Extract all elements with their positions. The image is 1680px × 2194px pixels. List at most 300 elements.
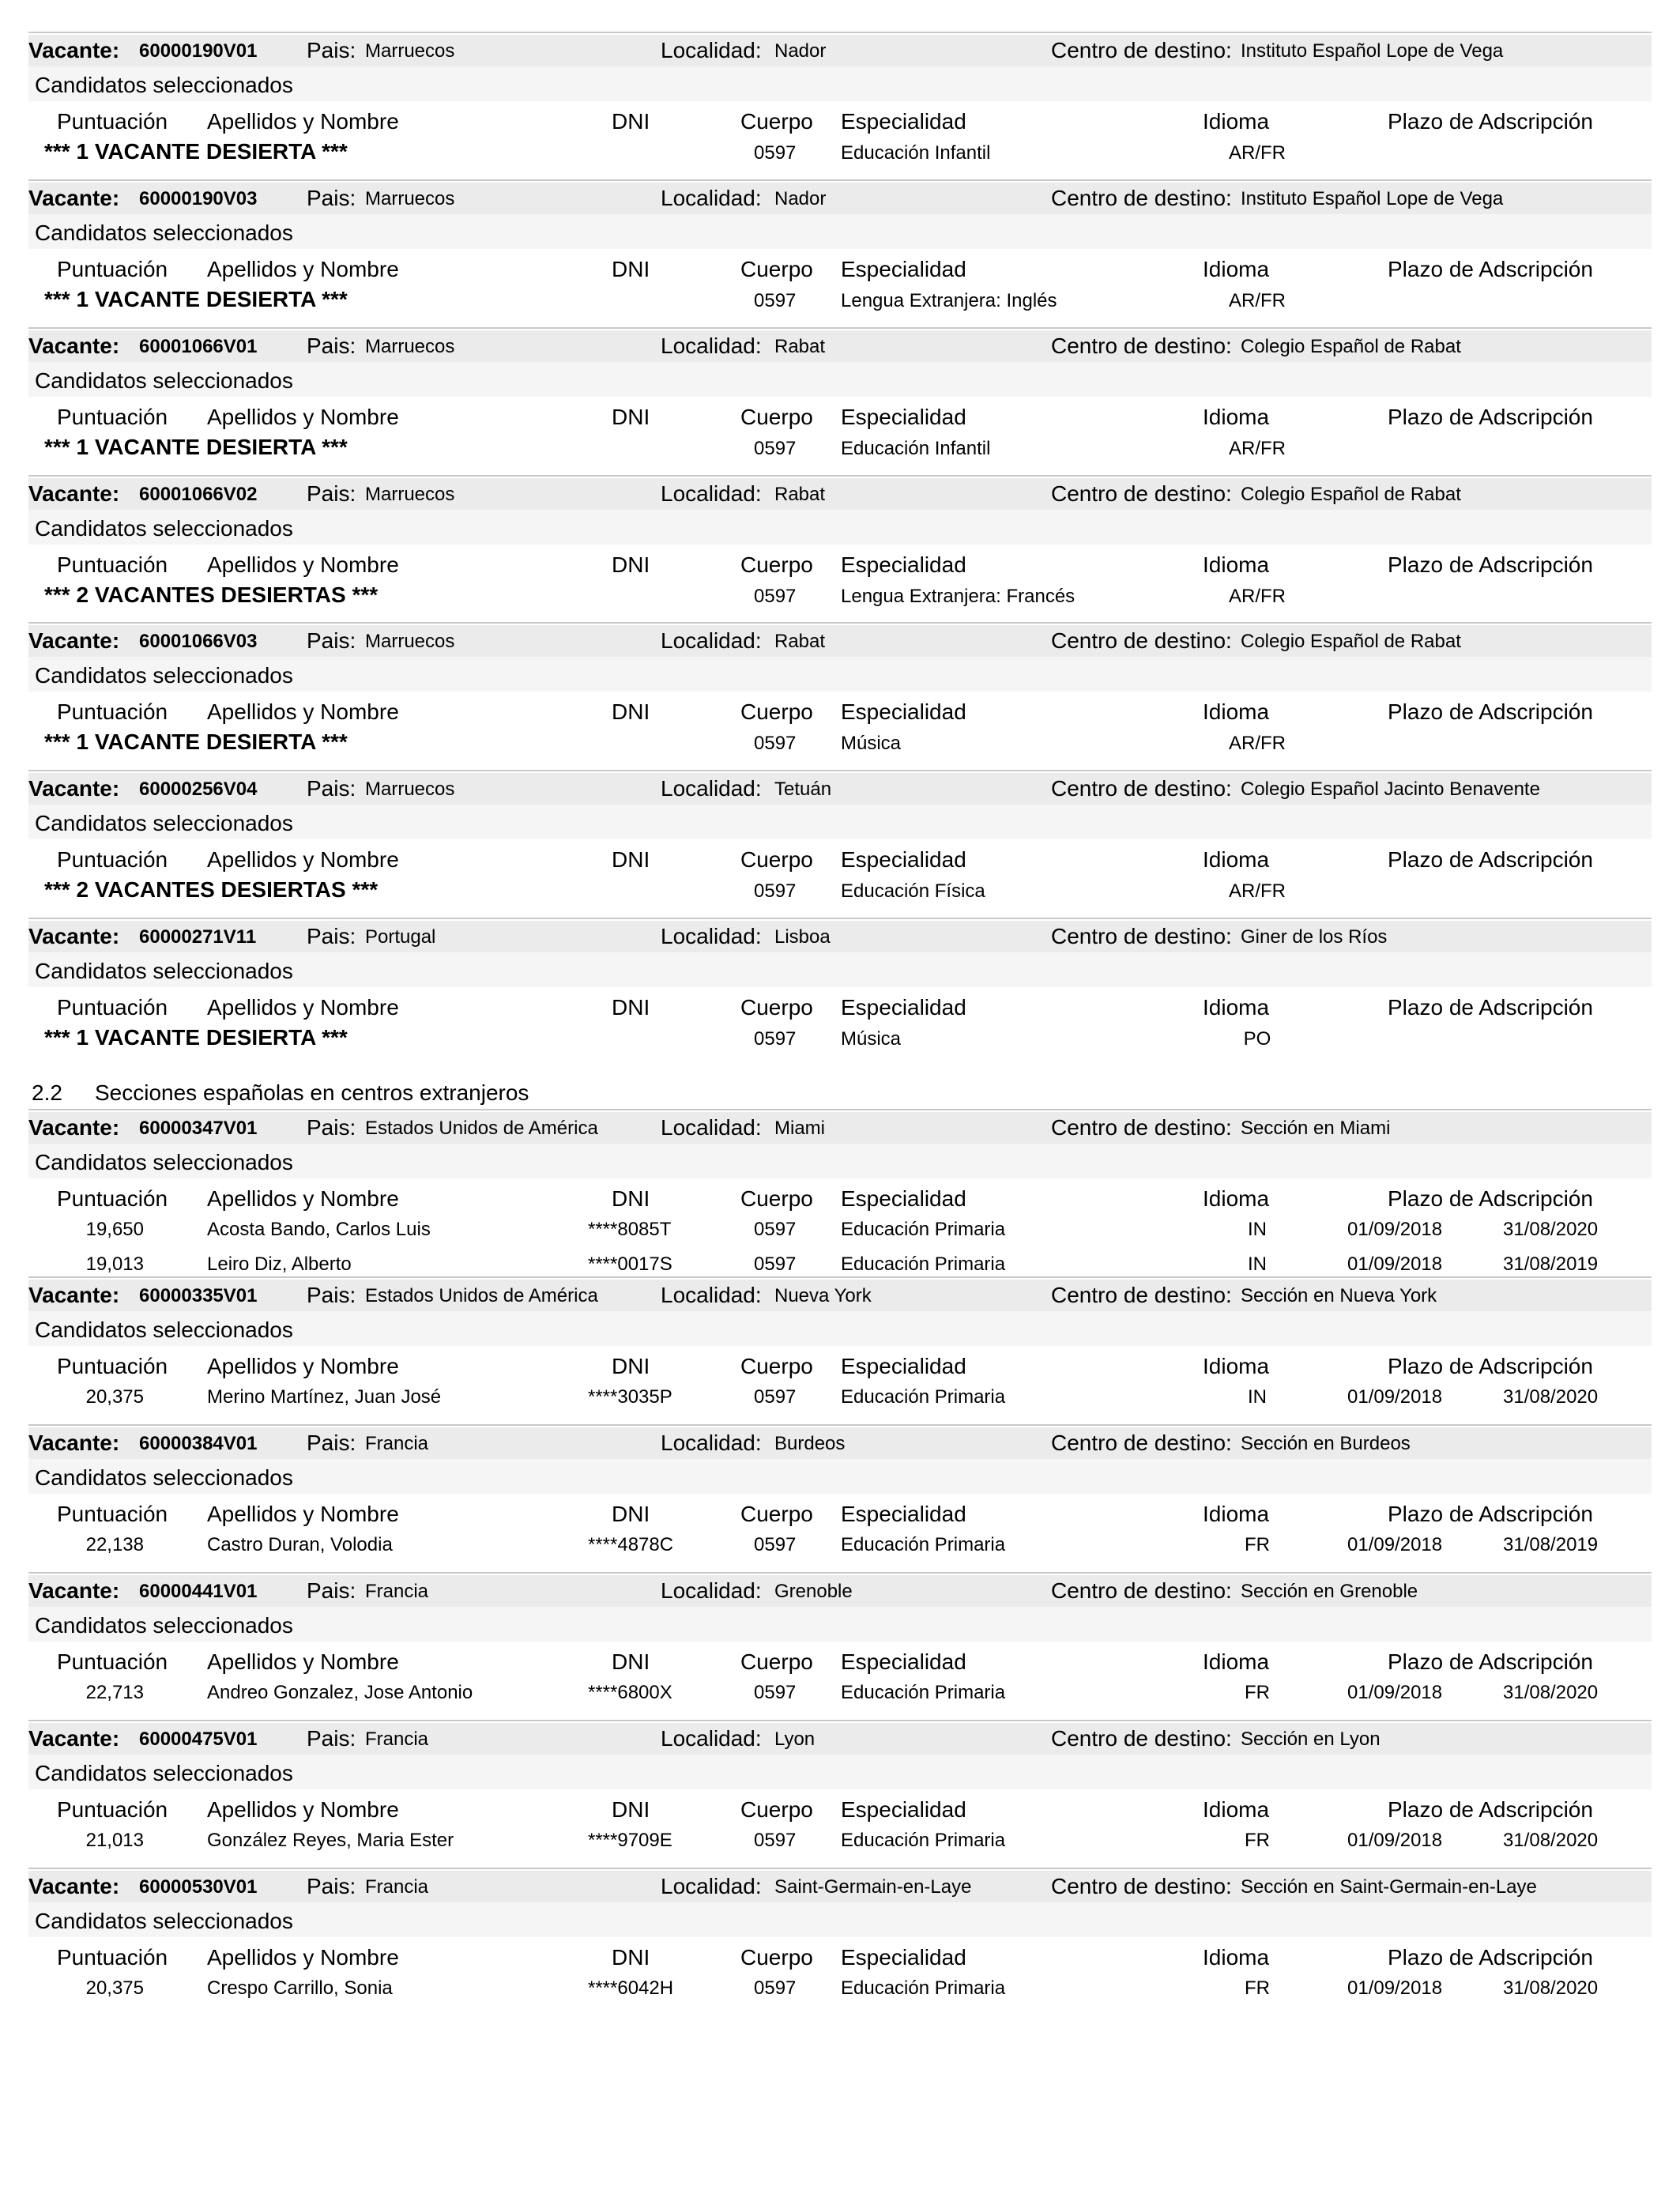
candidatos-label: Candidatos seleccionados bbox=[35, 811, 293, 835]
especialidad-value: Educación Física bbox=[841, 880, 985, 902]
col-idioma: Idioma bbox=[1203, 1354, 1270, 1378]
vacancy-code: 60000190V01 bbox=[139, 40, 258, 62]
divider bbox=[28, 622, 1652, 624]
col-cuerpo: Cuerpo bbox=[740, 1186, 813, 1211]
puntuacion-value: 22,138 bbox=[85, 1534, 144, 1555]
col-plazo: Plazo de Adscripción bbox=[1388, 699, 1593, 724]
col-dni: DNI bbox=[612, 1797, 650, 1822]
centro-value: Instituto Español Lope de Vega bbox=[1241, 188, 1504, 209]
table-row bbox=[28, 1388, 1652, 1412]
vacancy-code: 60000271V11 bbox=[139, 926, 257, 948]
col-cuerpo: Cuerpo bbox=[740, 405, 813, 429]
centro-value: Sección en Saint-Germain-en-Laye bbox=[1241, 1876, 1537, 1898]
pais-value: Marruecos bbox=[365, 484, 455, 505]
idioma-value: AR/FR bbox=[1229, 880, 1286, 902]
col-especialidad: Especialidad bbox=[841, 1797, 966, 1822]
pais-label: Pais: bbox=[307, 481, 356, 506]
divider bbox=[28, 1572, 1652, 1574]
localidad-value: Tetuán bbox=[774, 778, 832, 800]
centro-value: Sección en Burdeos bbox=[1241, 1433, 1411, 1454]
localidad-label: Localidad: bbox=[661, 924, 762, 948]
col-dni: DNI bbox=[612, 552, 650, 577]
especialidad-value: Educación Primaria bbox=[841, 1386, 1006, 1408]
col-puntuacion: Puntuación bbox=[57, 847, 168, 872]
col-dni: DNI bbox=[612, 257, 650, 281]
table-row bbox=[28, 1683, 1652, 1707]
col-nombre: Apellidos y Nombre bbox=[207, 1354, 399, 1378]
localidad-label: Localidad: bbox=[661, 1431, 762, 1455]
col-idioma: Idioma bbox=[1203, 1502, 1270, 1526]
cuerpo-value: 0597 bbox=[754, 142, 797, 164]
puntuacion-value: 19,650 bbox=[85, 1219, 144, 1240]
col-puntuacion: Puntuación bbox=[57, 1797, 168, 1822]
pais-label: Pais: bbox=[307, 1115, 356, 1140]
localidad-value: Rabat bbox=[774, 484, 826, 505]
centro-label: Centro de destino: bbox=[1051, 334, 1232, 358]
especialidad-value: Música bbox=[841, 1028, 902, 1050]
localidad-value: Grenoble bbox=[774, 1581, 853, 1602]
localidad-label: Localidad: bbox=[661, 38, 762, 62]
plazo-desde-value: 01/09/2018 bbox=[1347, 1830, 1443, 1851]
col-puntuacion: Puntuación bbox=[57, 1649, 168, 1674]
vacancy-code: 60000335V01 bbox=[139, 1285, 258, 1306]
col-idioma: Idioma bbox=[1203, 847, 1270, 872]
candidatos-label: Candidatos seleccionados bbox=[35, 1150, 293, 1174]
plazo-desde-value: 01/09/2018 bbox=[1347, 1253, 1443, 1275]
idioma-value: IN bbox=[1248, 1386, 1267, 1408]
vacante-label: Vacante: bbox=[28, 1431, 120, 1455]
col-cuerpo: Cuerpo bbox=[740, 1354, 813, 1378]
dni-value: ****6042H bbox=[588, 1977, 674, 1999]
candidatos-label: Candidatos seleccionados bbox=[35, 368, 293, 393]
col-nombre: Apellidos y Nombre bbox=[207, 552, 399, 577]
col-especialidad: Especialidad bbox=[841, 1186, 966, 1211]
table-row bbox=[28, 1536, 1652, 1559]
nombre-value: Merino Martínez, Juan José bbox=[207, 1386, 442, 1408]
localidad-value: Nador bbox=[774, 188, 827, 209]
centro-label: Centro de destino: bbox=[1051, 1874, 1232, 1898]
candidatos-label: Candidatos seleccionados bbox=[35, 73, 293, 97]
cuerpo-value: 0597 bbox=[754, 1534, 797, 1555]
dni-value: ****4878C bbox=[588, 1534, 674, 1555]
centro-label: Centro de destino: bbox=[1051, 38, 1232, 62]
col-nombre: Apellidos y Nombre bbox=[207, 1945, 399, 1970]
idioma-value: PO bbox=[1243, 1028, 1271, 1050]
col-nombre: Apellidos y Nombre bbox=[207, 847, 399, 872]
centro-value: Instituto Español Lope de Vega bbox=[1241, 40, 1504, 62]
localidad-label: Localidad: bbox=[661, 334, 762, 358]
plazo-hasta-value: 31/08/2020 bbox=[1503, 1682, 1599, 1703]
centro-value: Sección en Grenoble bbox=[1241, 1581, 1418, 1602]
col-plazo: Plazo de Adscripción bbox=[1388, 1797, 1593, 1822]
col-plazo: Plazo de Adscripción bbox=[1388, 1945, 1593, 1970]
especialidad-value: Lengua Extranjera: Francés bbox=[841, 586, 1075, 607]
col-nombre: Apellidos y Nombre bbox=[207, 1186, 399, 1211]
vacancy-code: 60000384V01 bbox=[139, 1433, 258, 1454]
nombre-value: Crespo Carrillo, Sonia bbox=[207, 1977, 393, 1999]
nombre-value: Acosta Bando, Carlos Luis bbox=[207, 1219, 431, 1240]
centro-label: Centro de destino: bbox=[1051, 776, 1232, 801]
vacante-desierta: *** 1 VACANTE DESIERTA *** bbox=[44, 435, 348, 459]
cuerpo-value: 0597 bbox=[754, 438, 797, 459]
centro-value: Sección en Lyon bbox=[1241, 1728, 1381, 1750]
pais-label: Pais: bbox=[307, 924, 356, 948]
idioma-value: AR/FR bbox=[1229, 586, 1286, 607]
cuerpo-value: 0597 bbox=[754, 290, 797, 311]
especialidad-value: Educación Primaria bbox=[841, 1534, 1006, 1555]
centro-value: Sección en Nueva York bbox=[1241, 1285, 1437, 1306]
pais-value: Marruecos bbox=[365, 336, 455, 357]
col-puntuacion: Puntuación bbox=[57, 552, 168, 577]
divider bbox=[28, 1720, 1652, 1721]
localidad-value: Lyon bbox=[774, 1728, 816, 1750]
localidad-value: Rabat bbox=[774, 631, 826, 652]
divider bbox=[28, 1868, 1652, 1869]
col-nombre: Apellidos y Nombre bbox=[207, 1649, 399, 1674]
vacancy-code: 60000475V01 bbox=[139, 1728, 258, 1750]
vacancy-header-band bbox=[28, 1112, 1652, 1144]
col-dni: DNI bbox=[612, 847, 650, 872]
divider bbox=[28, 179, 1652, 181]
idioma-value: AR/FR bbox=[1229, 438, 1286, 459]
col-idioma: Idioma bbox=[1203, 405, 1270, 429]
vacancy-code: 60001066V01 bbox=[139, 336, 258, 357]
idioma-value: FR bbox=[1245, 1977, 1270, 1999]
cuerpo-value: 0597 bbox=[754, 586, 797, 607]
col-puntuacion: Puntuación bbox=[57, 257, 168, 281]
candidatos-label: Candidatos seleccionados bbox=[35, 663, 293, 688]
plazo-hasta-value: 31/08/2020 bbox=[1503, 1830, 1599, 1851]
pais-value: Marruecos bbox=[365, 631, 455, 652]
col-plazo: Plazo de Adscripción bbox=[1388, 1354, 1593, 1378]
col-dni: DNI bbox=[612, 1649, 650, 1674]
col-plazo: Plazo de Adscripción bbox=[1388, 109, 1593, 134]
localidad-label: Localidad: bbox=[661, 186, 762, 210]
col-puntuacion: Puntuación bbox=[57, 1502, 168, 1526]
col-plazo: Plazo de Adscripción bbox=[1388, 405, 1593, 429]
pais-value: Francia bbox=[365, 1433, 429, 1454]
col-idioma: Idioma bbox=[1203, 109, 1270, 134]
centro-label: Centro de destino: bbox=[1051, 1578, 1232, 1603]
idioma-value: AR/FR bbox=[1229, 733, 1286, 754]
vacancy-code: 60000256V04 bbox=[139, 778, 258, 800]
col-dni: DNI bbox=[612, 1186, 650, 1211]
vacancy-code: 60000190V03 bbox=[139, 188, 258, 209]
vacante-desierta: *** 2 VACANTES DESIERTAS *** bbox=[44, 877, 379, 902]
pais-label: Pais: bbox=[307, 1431, 356, 1455]
idioma-value: FR bbox=[1245, 1534, 1270, 1555]
col-especialidad: Especialidad bbox=[841, 257, 966, 281]
centro-label: Centro de destino: bbox=[1051, 1431, 1232, 1455]
col-puntuacion: Puntuación bbox=[57, 109, 168, 134]
candidatos-label: Candidatos seleccionados bbox=[35, 1613, 293, 1638]
pais-value: Marruecos bbox=[365, 40, 455, 62]
col-cuerpo: Cuerpo bbox=[740, 1945, 813, 1970]
col-dni: DNI bbox=[612, 405, 650, 429]
col-plazo: Plazo de Adscripción bbox=[1388, 257, 1593, 281]
pais-label: Pais: bbox=[307, 1874, 356, 1898]
pais-label: Pais: bbox=[307, 334, 356, 358]
col-plazo: Plazo de Adscripción bbox=[1388, 1502, 1593, 1526]
pais-label: Pais: bbox=[307, 38, 356, 62]
col-nombre: Apellidos y Nombre bbox=[207, 1797, 399, 1822]
cuerpo-value: 0597 bbox=[754, 1977, 797, 1999]
table-row bbox=[28, 1255, 1652, 1279]
col-especialidad: Especialidad bbox=[841, 1502, 966, 1526]
centro-value: Giner de los Ríos bbox=[1241, 926, 1388, 948]
centro-value: Colegio Español de Rabat bbox=[1241, 336, 1461, 357]
plazo-hasta-value: 31/08/2019 bbox=[1503, 1534, 1599, 1555]
divider bbox=[28, 1276, 1652, 1278]
col-especialidad: Especialidad bbox=[841, 405, 966, 429]
col-nombre: Apellidos y Nombre bbox=[207, 109, 399, 134]
pais-value: Marruecos bbox=[365, 778, 455, 800]
vacante-label: Vacante: bbox=[28, 924, 120, 948]
idioma-value: FR bbox=[1245, 1830, 1270, 1851]
centro-label: Centro de destino: bbox=[1051, 924, 1232, 948]
dni-value: ****9709E bbox=[588, 1830, 672, 1851]
idioma-value: AR/FR bbox=[1229, 142, 1286, 164]
localidad-value: Miami bbox=[774, 1118, 825, 1139]
vacancy-header-band bbox=[28, 1723, 1652, 1755]
localidad-label: Localidad: bbox=[661, 1874, 762, 1898]
centro-label: Centro de destino: bbox=[1051, 1115, 1232, 1140]
candidatos-label: Candidatos seleccionados bbox=[35, 1761, 293, 1785]
cuerpo-value: 0597 bbox=[754, 1830, 797, 1851]
localidad-value: Saint-Germain-en-Laye bbox=[774, 1876, 972, 1898]
vacante-label: Vacante: bbox=[28, 776, 120, 801]
nombre-value: González Reyes, Maria Ester bbox=[207, 1830, 454, 1851]
col-puntuacion: Puntuación bbox=[57, 1186, 168, 1211]
vacante-desierta: *** 1 VACANTE DESIERTA *** bbox=[44, 139, 348, 164]
col-dni: DNI bbox=[612, 1354, 650, 1378]
localidad-value: Nueva York bbox=[774, 1285, 872, 1306]
vacante-desierta: *** 1 VACANTE DESIERTA *** bbox=[44, 729, 348, 754]
centro-label: Centro de destino: bbox=[1051, 481, 1232, 506]
puntuacion-value: 20,375 bbox=[85, 1386, 144, 1408]
dni-value: ****3035P bbox=[588, 1386, 672, 1408]
nombre-value: Andreo Gonzalez, Jose Antonio bbox=[207, 1682, 473, 1703]
vacante-label: Vacante: bbox=[28, 481, 120, 506]
vacante-label: Vacante: bbox=[28, 1578, 120, 1603]
vacante-label: Vacante: bbox=[28, 1115, 120, 1140]
idioma-value: IN bbox=[1248, 1253, 1267, 1275]
idioma-value: AR/FR bbox=[1229, 290, 1286, 311]
col-puntuacion: Puntuación bbox=[57, 1354, 168, 1378]
col-nombre: Apellidos y Nombre bbox=[207, 699, 399, 724]
table-row bbox=[28, 1220, 1652, 1244]
plazo-desde-value: 01/09/2018 bbox=[1347, 1534, 1443, 1555]
col-idioma: Idioma bbox=[1203, 995, 1270, 1020]
col-dni: DNI bbox=[612, 109, 650, 134]
col-cuerpo: Cuerpo bbox=[740, 1502, 813, 1526]
candidatos-label: Candidatos seleccionados bbox=[35, 516, 293, 541]
col-plazo: Plazo de Adscripción bbox=[1388, 847, 1593, 872]
pais-value: Estados Unidos de América bbox=[365, 1285, 598, 1306]
section-number: 2.2 bbox=[32, 1080, 62, 1105]
vacancy-header-band bbox=[28, 921, 1652, 952]
pais-label: Pais: bbox=[307, 186, 356, 210]
pais-value: Portugal bbox=[365, 926, 436, 948]
vacante-label: Vacante: bbox=[28, 628, 120, 653]
divider bbox=[28, 32, 1652, 33]
cuerpo-value: 0597 bbox=[754, 1219, 797, 1240]
col-cuerpo: Cuerpo bbox=[740, 109, 813, 134]
vacante-label: Vacante: bbox=[28, 334, 120, 358]
especialidad-value: Lengua Extranjera: Inglés bbox=[841, 290, 1057, 311]
col-especialidad: Especialidad bbox=[841, 1649, 966, 1674]
cuerpo-value: 0597 bbox=[754, 1386, 797, 1408]
localidad-label: Localidad: bbox=[661, 1115, 762, 1140]
col-nombre: Apellidos y Nombre bbox=[207, 995, 399, 1020]
col-nombre: Apellidos y Nombre bbox=[207, 1502, 399, 1526]
especialidad-value: Educación Infantil bbox=[841, 142, 991, 164]
especialidad-value: Educación Primaria bbox=[841, 1219, 1006, 1240]
centro-label: Centro de destino: bbox=[1051, 1283, 1232, 1307]
localidad-value: Burdeos bbox=[774, 1433, 846, 1454]
col-plazo: Plazo de Adscripción bbox=[1388, 1186, 1593, 1211]
col-idioma: Idioma bbox=[1203, 1649, 1270, 1674]
idioma-value: IN bbox=[1248, 1219, 1267, 1240]
col-idioma: Idioma bbox=[1203, 1186, 1270, 1211]
table-row bbox=[28, 1831, 1652, 1855]
localidad-label: Localidad: bbox=[661, 481, 762, 506]
col-dni: DNI bbox=[612, 1502, 650, 1526]
plazo-hasta-value: 31/08/2019 bbox=[1503, 1253, 1599, 1275]
especialidad-value: Educación Infantil bbox=[841, 438, 991, 459]
vacante-desierta: *** 1 VACANTE DESIERTA *** bbox=[44, 287, 348, 311]
especialidad-value: Educación Primaria bbox=[841, 1253, 1006, 1275]
puntuacion-value: 22,713 bbox=[85, 1682, 144, 1703]
col-puntuacion: Puntuación bbox=[57, 405, 168, 429]
col-especialidad: Especialidad bbox=[841, 1945, 966, 1970]
pais-label: Pais: bbox=[307, 776, 356, 801]
pais-label: Pais: bbox=[307, 1726, 356, 1751]
cuerpo-value: 0597 bbox=[754, 880, 797, 902]
col-dni: DNI bbox=[612, 699, 650, 724]
section-title: Secciones españolas en centros extranjeros bbox=[95, 1080, 529, 1105]
plazo-desde-value: 01/09/2018 bbox=[1347, 1977, 1443, 1999]
vacancy-code: 60001066V02 bbox=[139, 484, 258, 505]
col-idioma: Idioma bbox=[1203, 699, 1270, 724]
vacancy-code: 60001066V03 bbox=[139, 631, 258, 652]
table-row bbox=[28, 1979, 1652, 2003]
col-plazo: Plazo de Adscripción bbox=[1388, 552, 1593, 577]
especialidad-value: Educación Primaria bbox=[841, 1830, 1006, 1851]
plazo-desde-value: 01/09/2018 bbox=[1347, 1386, 1443, 1408]
pais-value: Estados Unidos de América bbox=[365, 1118, 598, 1139]
col-idioma: Idioma bbox=[1203, 1945, 1270, 1970]
candidatos-label: Candidatos seleccionados bbox=[35, 1465, 293, 1490]
vacante-desierta: *** 2 VACANTES DESIERTAS *** bbox=[44, 582, 379, 607]
candidatos-label: Candidatos seleccionados bbox=[35, 221, 293, 245]
col-idioma: Idioma bbox=[1203, 552, 1270, 577]
col-nombre: Apellidos y Nombre bbox=[207, 257, 399, 281]
col-especialidad: Especialidad bbox=[841, 552, 966, 577]
candidatos-label: Candidatos seleccionados bbox=[35, 1909, 293, 1933]
pais-value: Francia bbox=[365, 1876, 429, 1898]
idioma-value: FR bbox=[1245, 1682, 1270, 1703]
col-plazo: Plazo de Adscripción bbox=[1388, 995, 1593, 1020]
col-plazo: Plazo de Adscripción bbox=[1388, 1649, 1593, 1674]
dni-value: ****8085T bbox=[588, 1219, 672, 1240]
vacante-desierta: *** 1 VACANTE DESIERTA *** bbox=[44, 1025, 348, 1050]
divider bbox=[28, 770, 1652, 771]
col-puntuacion: Puntuación bbox=[57, 995, 168, 1020]
divider bbox=[28, 1109, 1652, 1110]
vacancy-code: 60000530V01 bbox=[139, 1876, 258, 1898]
localidad-label: Localidad: bbox=[661, 1726, 762, 1751]
col-nombre: Apellidos y Nombre bbox=[207, 405, 399, 429]
cuerpo-value: 0597 bbox=[754, 1253, 797, 1275]
dni-value: ****6800X bbox=[588, 1682, 672, 1703]
especialidad-value: Educación Primaria bbox=[841, 1682, 1006, 1703]
pais-value: Francia bbox=[365, 1581, 429, 1602]
pais-value: Francia bbox=[365, 1728, 429, 1750]
col-cuerpo: Cuerpo bbox=[740, 847, 813, 872]
centro-value: Colegio Español de Rabat bbox=[1241, 484, 1461, 505]
divider bbox=[28, 918, 1652, 919]
centro-value: Colegio Español Jacinto Benavente bbox=[1241, 778, 1540, 800]
plazo-hasta-value: 31/08/2020 bbox=[1503, 1977, 1599, 1999]
col-cuerpo: Cuerpo bbox=[740, 1797, 813, 1822]
especialidad-value: Música bbox=[841, 733, 902, 754]
centro-value: Sección en Miami bbox=[1241, 1118, 1391, 1139]
especialidad-value: Educación Primaria bbox=[841, 1977, 1006, 1999]
col-idioma: Idioma bbox=[1203, 1797, 1270, 1822]
plazo-hasta-value: 31/08/2020 bbox=[1503, 1386, 1599, 1408]
localidad-value: Rabat bbox=[774, 336, 826, 357]
pais-value: Marruecos bbox=[365, 188, 455, 209]
plazo-desde-value: 01/09/2018 bbox=[1347, 1682, 1443, 1703]
col-idioma: Idioma bbox=[1203, 257, 1270, 281]
localidad-label: Localidad: bbox=[661, 1578, 762, 1603]
puntuacion-value: 19,013 bbox=[85, 1253, 144, 1275]
col-puntuacion: Puntuación bbox=[57, 699, 168, 724]
dni-value: ****0017S bbox=[588, 1253, 672, 1275]
divider bbox=[28, 1424, 1652, 1426]
col-especialidad: Especialidad bbox=[841, 109, 966, 134]
cuerpo-value: 0597 bbox=[754, 733, 797, 754]
centro-label: Centro de destino: bbox=[1051, 1726, 1232, 1751]
divider bbox=[28, 475, 1652, 477]
divider bbox=[28, 327, 1652, 329]
vacante-label: Vacante: bbox=[28, 38, 120, 62]
localidad-label: Localidad: bbox=[661, 776, 762, 801]
plazo-desde-value: 01/09/2018 bbox=[1347, 1219, 1443, 1240]
vacante-label: Vacante: bbox=[28, 1726, 120, 1751]
cuerpo-value: 0597 bbox=[754, 1682, 797, 1703]
vacante-label: Vacante: bbox=[28, 1874, 120, 1898]
col-especialidad: Especialidad bbox=[841, 699, 966, 724]
centro-label: Centro de destino: bbox=[1051, 186, 1232, 210]
nombre-value: Castro Duran, Volodia bbox=[207, 1534, 393, 1555]
col-cuerpo: Cuerpo bbox=[740, 699, 813, 724]
localidad-value: Lisboa bbox=[774, 926, 831, 948]
plazo-hasta-value: 31/08/2020 bbox=[1503, 1219, 1599, 1240]
centro-value: Colegio Español de Rabat bbox=[1241, 631, 1461, 652]
pais-label: Pais: bbox=[307, 1578, 356, 1603]
candidatos-label: Candidatos seleccionados bbox=[35, 959, 293, 983]
localidad-label: Localidad: bbox=[661, 628, 762, 653]
col-dni: DNI bbox=[612, 1945, 650, 1970]
col-especialidad: Especialidad bbox=[841, 1354, 966, 1378]
col-cuerpo: Cuerpo bbox=[740, 257, 813, 281]
col-cuerpo: Cuerpo bbox=[740, 995, 813, 1020]
vacancy-code: 60000441V01 bbox=[139, 1581, 258, 1602]
cuerpo-value: 0597 bbox=[754, 1028, 797, 1050]
col-especialidad: Especialidad bbox=[841, 995, 966, 1020]
